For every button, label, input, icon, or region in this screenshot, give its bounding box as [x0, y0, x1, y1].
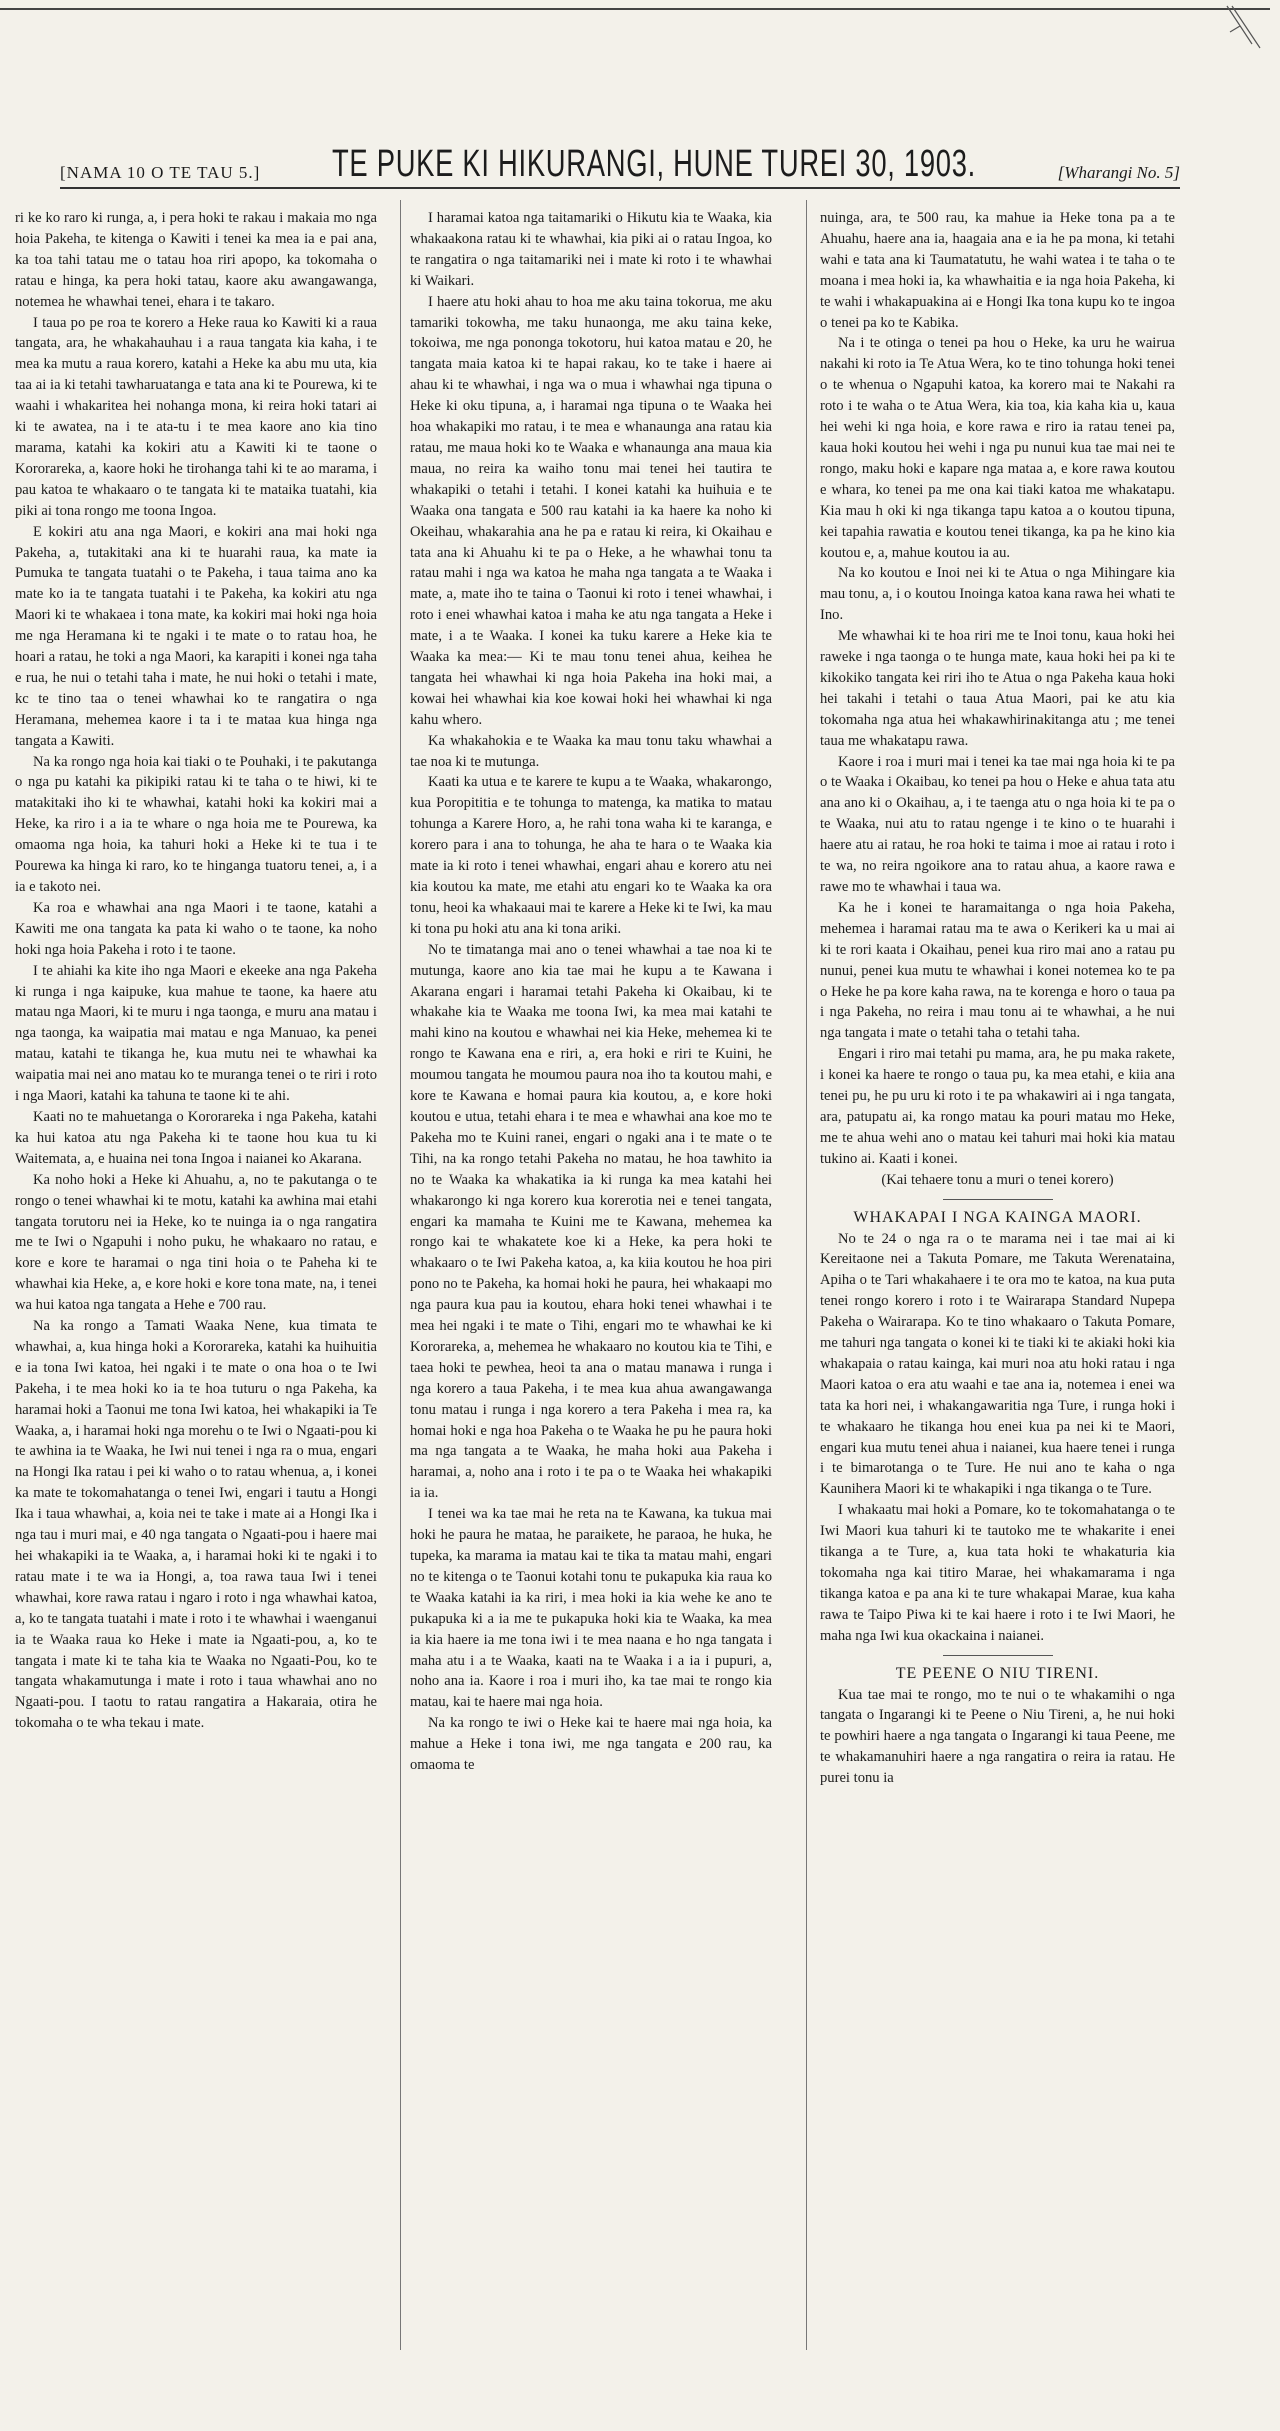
paragraph: E kokiri atu ana nga Maori, e kokiri ana mai hoki nga Pakeha, a, tutakitaki ana ki te huarahi raua, ka mate ia Pumuka te tangata tuatahi o te Pakeha, i taua taima ano ka mate ko ia te tangata tuatahi i te Pakeha, ka kokiri atu nga Maori ki te whakaea i tona mate, ka kokiri mai hoki nga hoia me nga Heramana ki te ngaki i te mate o to ratau hoa, he hoari a ratau, he toki a nga Maori, ka karapiti i konei nga taha e rua, he nui o tetahi taha i mate, he nui hoki o tetahi i mate, kc te tino taa o tenei whawhai ko te rangatira o nga Heramana, mehemea kaore i ta i te mataa kua hinga nga tangata a Kawiti. [15, 523, 377, 749]
paragraph: Kaore i roa i muri mai i tenei ka tae mai nga hoia ki te pa o te Waaka i Okaibau, ko tenei pa hou o Heke e ahua tata atu ana ano ki o Okaihau, a, i te taenga atu o nga hoia ki te pa o te Waaka, nui atu to ratau ngenge i te kino o te huarahi i haere atu ai ratau, he roa hoki te taima i moe ai ratau i roto i te wa, no reira ngoikore ana to ratau ahua, a kaore rawa e rawe mo te whawhai i taua wa. [820, 753, 1175, 895]
issue-number: [NAMA 10 O TE TAU 5.] [60, 163, 261, 182]
paragraph: No te 24 o nga ra o te marama nei i tae mai ai ki Kereitaone nei a Takuta Pomare, me Takuta Werenataina, Apiha o te Tari whakahaere i te ora mo te katoa, na kua puta tenei rongo korero i roto i te Wairarapa Standard Nupepa Pakeha o Wairarapa. Ko te tino whakaaro o Takuta Pomare, me tahuri nga tangata o konei ki te tiaki ki te akiaki hoki kia whakapaia o ratau kainga, kai muri noa atu hoki ratau i nga Maori katoa o era atu waahi e tae ana ia, notemea i enei wa tata ka hori nei, i whakangawaritia nga Ture, i runga hoki i te whakaaro he tikanga hou enei kua pa nei ki te Maori, engari kua mutu tenei ahua i naianei, kua haere tenei i runga i te bimarotanga o te Ture. He nui ano te kaha o nga Kaunihera Maori ki te whakapiki i nga tikanga o te Ture. [820, 1230, 1175, 1498]
page-number: [Wharangi No. 5] [1057, 163, 1180, 182]
paragraph: I whakaatu mai hoki a Pomare, ko te tokomahatanga o te Iwi Maori kua tahuri ki te tautoko me te whakarite i enei tikanga a te Ture, a, kua tata hoki te whakaturia kia tokomaha nga kai titiro Marae, hei whakamarama i nga tikanga katoa e pa ana ki te ture whakapai Marae, kua kaha rawa te Taipo Piwa ki te kai haere i roto i te Iwi Maori, he maha nga Iwi kua okackaina i naianei. [820, 1502, 1175, 1644]
paragraph: Me whawhai ki te hoa riri me te Inoi tonu, kaua hoki hei raweke i nga taonga o te hunga mate, kaua hoki hei pa ki te kikokiko tangata kei riri iho te Atua o nga Pakeha kaua hoki hei takahi i tetahi o taua Atua Maori, pai ke atu kia tokomaha nga atua hei whakawhirinakitanga atu ; me tenei taua me whakatapu rawa. [820, 628, 1175, 749]
paragraph: Na ka rongo a Tamati Waaka Nene, kua timata te whawhai, a, kua hinga hoki a Kororareka, katahi ka huihuitia e ia tona Iwi katoa, hei ngaki i te mate o ona hoa o te Iwi Pakeha, i te mea hoki ko ia te hoa tuturu o nga Pakeha, ka haramai hoki a Taonui me tona Iwi katoa, hei whakapiki ia Te Waaka, a, i haramai hoki nga morehu o te Iwi o Ngaati-pou ki te awhina ia te Waaka, he Iwi nui tenei i nga ra o mua, engari na Hongi Ika ratau i pei ki waho o to ratau whenua, a, i konei ka mate te tokomahatanga o tenei Iwi, engari i tautu a Hongi Ika i taua whawhai, a, koia nei te take i mate ai a Hongi Ika i nga tau i muri mai, e 40 nga tangata o Ngaati-pou i haere mai hei whakapiki ia te Waaka, a, i haramai hoki ki te ngaki i to ratau mate i te wa ia Hongi, a, toa rawa taua Iwi i tenei whawhai, kore rawa ratau i ngaro i roto i nga whawhai katoa, a, ko te tangata tuatahi i mate i roto i te whawhai i waenganui ia te Waaka raua ko Heke i mate ia Ngaati-pou, a, ko te tangata i mate ki te taha kia te Waaka no Ngaati-Pou, ko te tangata whakamutunga i mate i roto i taua whawhai ano no Ngaati-pou. I taotu to ratau rangatira a Hakaraia, otira he tokomaha o te wha tekau i mate. [15, 1318, 377, 1732]
paragraph: Kua tae mai te rongo, mo te nui o te whakamihi o nga tangata o Ingarangi ki te Peene o Niu Tireni, a, he nui hoki te powhiri haere a nga tangata o Ingarangi ki taua Peene, me te whakamanuhiri haere a nga rangatira o reira ia ratau. He purei tonu ia [820, 1686, 1175, 1787]
masthead-rule [60, 187, 1180, 189]
column-1 [15, 208, 377, 1734]
paragraph: I haere atu hoki ahau to hoa me aku taina tokorua, me aku tamariki tokowha, me taku hunaonga, me aku taina keke, tokoiwa, me nga pononga tokotoru, hui katoa matau e 20, he tangata maia katoa ki te hapai rakau, ko te take i haere ai ahau ki te whawhai, i nga wa o mua i whawhai nga tipuna o Heke ki oku tipuna, a, i haramai nga tipuna o te Waaka hei hoa whakapiki mo ratau, i te mea e whanaunga ana ratau kia ratau, me maua hoki ko te Waaka e whanaunga ana maua kia maua, no reira ka waiho tonu mai tenei hei tautira te whakapiki o tetahi i tetahi. I konei katahi ka huihuia e te Waaka ona tangata e 500 rau katahi ia ka haere ka noho ki Okeihau, whakarahia ana he pa e ratau ki reira, ki Okaihau e tata ana ki Ahuahu ki te pa o Heke, a he whawhai tonu ta ratau mahi i nga wa katoa he maha nga tangata a te Waaka i mate, a, mate iho te taina o Taonui ki roto i tenei whawhai, i roto i enei whawhai katoa i maha ke atu nga tangata a Heke i mate, i a te Waaka. I konei ka tuku karere a Heke kia te Waaka ka mea:— Ki te mau tonu tenei ahua, keihea he tangata hei whawhai ki nga hoia Pakeha ina hoki mai, a kowai hei whawhai kia koe kowai hoki hei whawhai ki nga kahu whero. [410, 293, 772, 728]
column-3 [820, 208, 1175, 1789]
paragraph: Na ko koutou e Inoi nei ki te Atua o nga Mihingare kia mau tonu, a, i o koutou Inoinga katoa kana rawa hei whati te Ino. [820, 565, 1175, 624]
paragraph: Na ka rongo nga hoia kai tiaki o te Pouhaki, i te pakutanga o nga pu katahi ka pikipiki ratau ki te taha o te hiwi, ki te matakitaki iho ki te whawhai, katahi hoki ka kokiri mai a Heke, ka riro i a ia te whare o nga hoia me te Pourewa, ka omaoma nga hoia, ka tahuri hoki a Heke ki te tua i te Pourewa ka hinga ki raro, ko te hinganga tuatoru tenei, a, i a ia e takoto nei. [15, 753, 377, 895]
paragraph: ri ke ko raro ki runga, a, i pera hoki te rakau i makaia mo nga hoia Pakeha, te kitenga o Kawiti i tenei ka mea ia e pai ana, ka toa tahi tatau me o tatau hoa riri apopo, ka tokomaha o ratau e hinga, ka pera hoki tatau, kaore aku awangawanga, notemea he whawhai tenei, ehara i te takaro. [15, 210, 377, 310]
section-rule [943, 1199, 1053, 1200]
top-edge-rule [0, 8, 1270, 10]
continued-note: (Kai tehaere tonu a muri o tenei korero) [881, 1171, 1114, 1188]
masthead [60, 143, 1180, 193]
paragraph: Engari i riro mai tetahi pu mama, ara, he pu maka rakete, i konei ka haere te rongo o taua pu, ka mea etahi, e kiia ana tenei pu, he pu uru ki roto i te pa whakawiri ai i nga tangata, ara, patupatu ai, ka rongo matau ka pouri matau mo Heke, me te ahua wehi ano o matau kei tahuri mai hoki kia matau tukino ai. Kaati i konei. [820, 1046, 1175, 1167]
paragraph: Kaati no te mahuetanga o Kororareka i nga Pakeha, katahi ka hui katoa atu nga Pakeha ki te taone hou kua tu ki Waitemata, a, e huaina nei tona Ingoa i naianei ko Akarana. [15, 1108, 377, 1167]
column-2 [410, 208, 772, 1776]
paragraph: nuinga, ara, te 500 rau, ka mahue ia Heke tona pa a te Ahuahu, haere ana ia, haagaia ana e ia he pa mona, ki tetahi wahi e tata ana ki Taumatatutu, he wahi watea i te taha o te moana i mea hoki ia, ka whawhaitia e ia nga hoia Pakeha, ki te wahi i whakapuakina ai e Hongi Ika tona kupu ko te ingoa o tenei pa ko te Kabika. [820, 210, 1176, 331]
section-heading: TE PEENE O NIU TIRENI. [895, 1664, 1100, 1682]
newspaper-title: TE PUKE KI HIKURANGI, HUNE TUREI 30, 1903. [332, 143, 977, 185]
paragraph: I tenei wa ka tae mai he reta na te Kawana, ka tukua mai hoki he paura he mataa, he paraikete, he paraoa, he huka, he tupeka, ka marama ia matau kai te tika ta matau mahi, engari no te kitenga o te Taonui kotahi tonu te pukapuka kia raua ko te Waaka katahi ia ka riri, i mea hoki ia kia wehe ke ano te pukapuka ki a ia me te pukapuka hoki kia te Waaka, ka mea ia kia haere ia me tona iwi i te mea naana e ho nga tangata i maha atu i a te Waaka, kaati na te Waaka i a ia i pupuri, a, noho ana ia. Kaore i roa i muri iho, ka tae mai te rongo kia matau, kai te haere mai nga hoia. [410, 1506, 772, 1711]
corner-scribble-icon [1222, 4, 1262, 54]
paragraph: Na ka rongo te iwi o Heke kai te haere mai nga hoia, ka mahue a Heke i tona iwi, me nga tangata e 200 rau, ka omaoma te [410, 1715, 772, 1774]
section-rule [943, 1655, 1053, 1656]
paragraph: Ka noho hoki a Heke ki Ahuahu, a, no te pakutanga o te rongo o tenei whawhai ki te motu, katahi ka awhina mai etahi tangata torutoru nei ia Heke, ko te nuinga ia o nga rangatira me te Iwi o Ngapuhi i noho puku, he whakaaro no ratau, e kore e kore te haramai o nga tini hoia o te Paheha ki te whawhai kia Heke, a, e kore hoki e kore tona mate, na, i tenei wa hui katoa nga tangata a Hehe e 700 rau. [15, 1171, 377, 1314]
column-divider [806, 200, 807, 2350]
paragraph: I taua po pe roa te korero a Heke raua ko Kawiti ki a raua tangata, ara, he whakahauhau i a raua tangata kia kaha, i te mea ka mutu a raua korero, katahi a Heke ka abu mu uta, kia taa ai ia ki tetahi tawharuatanga e tata ana ki te Pourewa, ki te waahi i whakaritea hei nohanga mona, ki reira hoki tatari ai ki te awatea, na i te ata-tu i te mea kaore ano kia tino marama, katahi ka kokiri atu a Kawiti ki te taone o Kororareka, a, kaore hoki he tirohanga tahi ki te ao marama, i pau katoa te whakaaro o te tangata ki te mataika tuatahi, kia piki ai tona rongo me toona Ingoa. [15, 314, 377, 519]
column-divider [400, 200, 401, 2350]
paragraph: Na i te otinga o tenei pa hou o Heke, ka uru he wairua nakahi ki roto ia Te Atua Wera, ko te tino tohunga hoki tenei o te whenua o Ngapuhi katoa, ka korero mai te Nakahi ra roto i te waha o te Atua Wera, kia toa, kia kaha kia u, kaua hei wehi ki nga hoia, e kore rawa e riro ia ratau tenei pa, kaua hoki koutou hei wehi i nga pu nunui kua tae mai nei te rongo, maku hoki e kapare nga mataa a, e kore rawa koutou e whara, ko tenei pa me ona kai tiaki katoa me whakatapu. Kia mau h oki ki nga tikanga tapu katoa a o koutou tipuna, kei tapahia rawatia e koutou tenei tikanga, ka pa he kino kia koutou e, a, mahue koutou ia au. [820, 335, 1175, 561]
section-heading: WHAKAPAI I NGA KAINGA MAORI. [853, 1208, 1142, 1226]
paragraph: Kaati ka utua e te karere te kupu a te Waaka, whakarongo, kua Poropititia e te tohunga to matenga, ka matika to matau tohunga a Karere Horo, a, he rahi tona waha ki te karanga, e korero para i ana to tohunga, he aha te hara o te Waaka kia mate ia ki roto i tenei whawhai, engari ahau e korero atu nei kia koutou ka mate, me etahi atu engari ko te Waaka ka ora tonu, heoi ka whakaaui mai te karere a Heke ki te Iwi, ka mau ki tona pu hoki atu ana ki tona ariki. [410, 774, 772, 937]
paragraph: Ka roa e whawhai ana nga Maori i te taone, katahi a Kawiti me ona tangata ka pata ki waho o te taone, ka noho hoki nga hoia Pakeha i roto i te taone. [15, 899, 377, 958]
paragraph: No te timatanga mai ano o tenei whawhai a tae noa ki te mutunga, kaore ano kia tae mai he kupu a te Kawana i Akarana engari i haramai tetahi Pakeha ki Okaibau, ki te whakahe kia te Waaka me toona Iwi, ka mea mai katahi te mahi kino na koutou e whawhai nei kia Heke, mehemea ki te rongo te Kawana ena e riri, a, era hoki e riri te Kuini, he moumou tangata he moumou paura noa iho ta koutou mahi, e kore te Kawana e homai paura kia koutou, a, e kore hoki koutou e utua, tetahi ehara i te mea e whawhai ana koe mo te Pakeha mo te Kuini ranei, engari o ngaki ana i te mate o te Tihi, na ka rongo tetahi Pakeha no matau, he hoa tawhito ia no te Waaka ka whakatika ia ki runga ka mea katahi hei whakarongo ki nga korero kua korerotia nei e tenei tangata, engari ka mamaha te Kuini me te Kawana, mehemea ka rongo kai te whakatete koe ki a Heke, ka pera hoki te whakaaro o te Iwi Pakeha katoa, a, ka kiia koutou he hoa piri pono no te Pakeha, ka homai hoki he paura, hei whakaapi mo nga paura kua pau ia koutou, eharа hoki tenei whawhai i te mea hei ngaki i te mate o Tihi, engari mo te whawhai ke ki Kororareka, a, mehemea he whakaaro no koutou kia te Tihi, e taea hoki te pewhea, heoi ta ana o matau manawa i runga i nga korero a taua Pakeha, i te mea kua ahua awangawanga tonu matau i runga i nga korero a tera Pakeha i mea ra, ka homai hoki e nga hoa Pakeha o te Waaka he pu he paura hoki ma nga tangata a te Waaka, he maha hoki aua Pakeha i haramai, a, noho ana i roto i te pa o te Waaka hei whakapiki ia ia. [410, 941, 772, 1502]
paragraph: I te ahiahi ka kite iho nga Maori e ekeeke ana nga Pakeha ki runga i nga kaipuke, kua mahue te taone, ka haere atu matau nga Maori, ki te muru i nga taonga, e muru ana matau i nga taonga, ka waipatia mai matau e nga Manuao, ka penei matau, katahi te tikanga he, kua mutu nei te whawhai ka waipatia mai nei ano matau ko te muranga tenei o te riri i roto i nga Maori, katahi ka tahuna te taone ki te ahi. [15, 962, 377, 1105]
paragraph: I haramai katoa nga taitamariki o Hikutu kia te Waaka, kia whakaakona ratau ki te whawhai, kia piki ai o ratau Ingoa, ko te rangatira o nga taitamariki nei i mate ki roto i te whawhai ki Waikari. [410, 210, 772, 289]
paragraph: Ka he i konei te haramaitanga o nga hoia Pakeha, mehemea i haramai ratau ma te awa o Kerikeri ka u mai ai ki te rori kaata i Okaihau, penei kua riro mai ano a ratau pu nunui, penei kua mutu te whawhai i konei notemea ko te pa o Heke he pa kore kaha rawa, na te korenga e horo o taua pa i nga Pakeha, no reira i mau tonu ai te whawhai, a he nui nga tangata i mate o tetahi taha o tetahi taha. [820, 899, 1175, 1042]
paragraph: Ka whakahokia e te Waaka ka mau tonu taku whawhai a tae noa ki te mutunga. [410, 732, 772, 770]
